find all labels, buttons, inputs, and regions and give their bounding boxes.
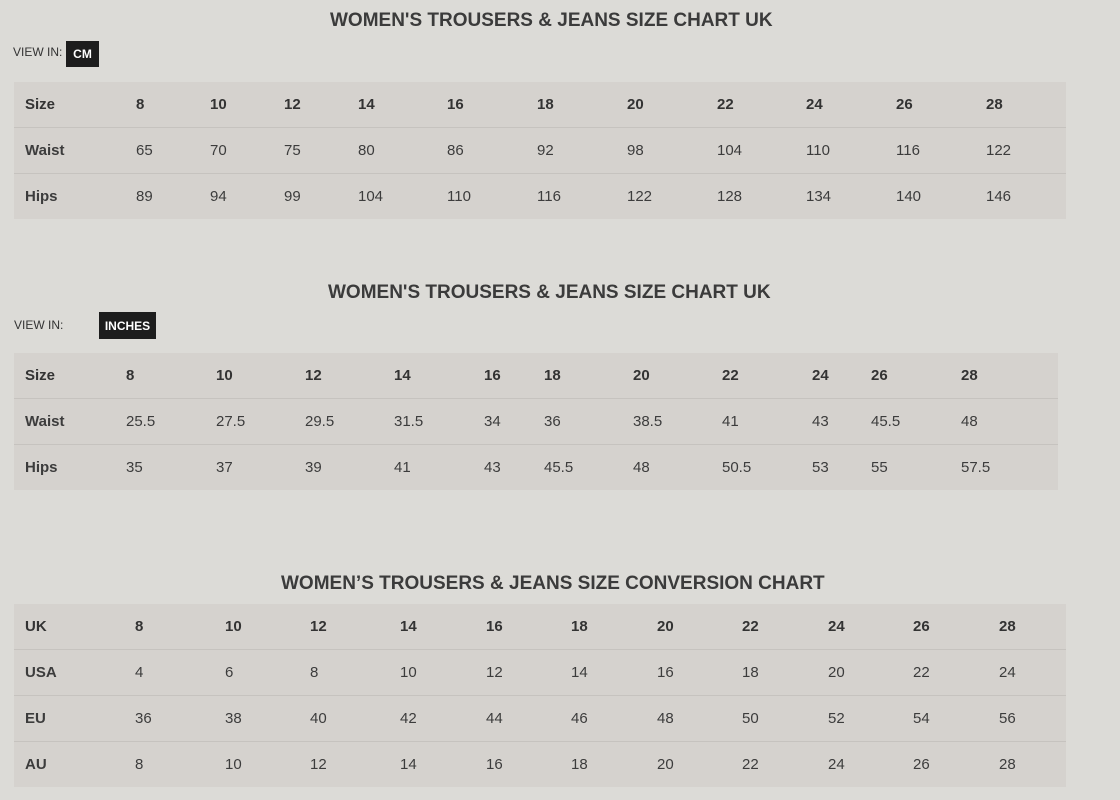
table-cell: 28 [999, 618, 1016, 635]
table-cell: 122 [627, 174, 717, 220]
table-cell: 26 [913, 742, 999, 788]
table-cell: 44 [486, 696, 571, 742]
table-row [14, 353, 1058, 399]
table-cell: 28 [961, 367, 978, 384]
table-cell: 20 [633, 367, 650, 384]
table-cell: 8 [135, 742, 225, 788]
row-label: Size [25, 96, 56, 113]
table-cell: 45.5 [544, 445, 633, 491]
table-cell: 14 [358, 96, 375, 113]
table-cell: 12 [310, 742, 400, 788]
table-cell: 48 [961, 399, 1058, 445]
table-cell: 38.5 [633, 399, 722, 445]
table-row [14, 742, 1066, 788]
table-cell: 35 [126, 445, 216, 491]
table-cell: 22 [717, 96, 734, 113]
table-cell: 116 [896, 128, 986, 174]
table-cell: 22 [913, 650, 999, 696]
table-cell: 16 [486, 742, 571, 788]
table-row [14, 650, 1066, 696]
table-cell: 34 [484, 399, 544, 445]
table-cell: 10 [225, 618, 242, 635]
table-cell: 8 [136, 96, 145, 113]
table-cell: 24 [828, 618, 845, 635]
conversion-chart-title: WOMEN’S TROUSERS & JEANS SIZE CONVERSION CHART [281, 573, 825, 594]
table-cell: 104 [717, 128, 806, 174]
table-cell: 10 [225, 742, 310, 788]
size-chart-cm-title: WOMEN'S TROUSERS & JEANS SIZE CHART UK [330, 10, 773, 31]
table-cell: 24 [999, 650, 1066, 696]
size-chart-inches-title: WOMEN'S TROUSERS & JEANS SIZE CHART UK [328, 282, 771, 303]
table-cell: 48 [657, 696, 742, 742]
table-cell: 8 [310, 650, 400, 696]
table-cell: 70 [210, 128, 284, 174]
table-row [14, 82, 1066, 128]
table-cell: 146 [986, 174, 1066, 220]
table-cell: 18 [544, 367, 561, 384]
table-row [14, 445, 1058, 491]
table-cell: 110 [806, 128, 896, 174]
table-cell: 38 [225, 696, 310, 742]
row-label: Waist [14, 399, 126, 445]
table-cell: 26 [896, 96, 913, 113]
table-cell: 24 [828, 742, 913, 788]
table-cell: 14 [400, 618, 417, 635]
view-in-label-inches: VIEW IN: [14, 318, 64, 332]
row-label: Hips [14, 445, 126, 491]
table-row [14, 696, 1066, 742]
table-cell: 134 [806, 174, 896, 220]
table-cell: 12 [305, 367, 322, 384]
table-cell: 75 [284, 128, 358, 174]
table-cell: 18 [742, 650, 828, 696]
size-table-inches [14, 353, 1058, 490]
table-cell: 16 [484, 367, 501, 384]
table-row [14, 604, 1066, 650]
table-cell: 41 [394, 445, 484, 491]
table-cell: 31.5 [394, 399, 484, 445]
table-cell: 99 [284, 174, 358, 220]
table-row [14, 128, 1066, 174]
table-cell: 56 [999, 696, 1066, 742]
table-cell: 104 [358, 174, 447, 220]
table-cell: 98 [627, 128, 717, 174]
table-cell: 29.5 [305, 399, 394, 445]
row-label: AU [14, 742, 135, 788]
table-cell: 22 [742, 742, 828, 788]
table-cell: 46 [571, 696, 657, 742]
table-cell: 6 [225, 650, 310, 696]
table-cell: 36 [135, 696, 225, 742]
table-row [14, 399, 1058, 445]
table-cell: 20 [828, 650, 913, 696]
table-cell: 26 [871, 367, 888, 384]
row-label: Waist [14, 128, 136, 174]
table-cell: 110 [447, 174, 537, 220]
table-cell: 43 [484, 445, 544, 491]
table-cell: 89 [136, 174, 210, 220]
table-cell: 12 [310, 618, 327, 635]
table-cell: 10 [216, 367, 233, 384]
table-cell: 116 [537, 174, 627, 220]
row-label: Size [25, 367, 56, 384]
table-cell: 4 [135, 650, 225, 696]
table-cell: 12 [486, 650, 571, 696]
table-cell: 54 [913, 696, 999, 742]
table-cell: 86 [447, 128, 537, 174]
table-cell: 45.5 [871, 399, 961, 445]
table-cell: 55 [871, 445, 961, 491]
table-cell: 14 [571, 650, 657, 696]
table-cell: 25.5 [126, 399, 216, 445]
table-cell: 40 [310, 696, 400, 742]
table-cell: 42 [400, 696, 486, 742]
view-in-label-cm: VIEW IN: [13, 45, 63, 59]
table-cell: 20 [657, 742, 742, 788]
table-cell: 50.5 [722, 445, 812, 491]
table-cell: 10 [210, 96, 227, 113]
row-label: Hips [14, 174, 136, 220]
table-cell: 140 [896, 174, 986, 220]
table-cell: 128 [717, 174, 806, 220]
table-cell: 8 [135, 618, 144, 635]
table-cell: 48 [633, 445, 722, 491]
table-cell: 18 [537, 96, 554, 113]
table-cell: 20 [657, 618, 674, 635]
table-cell: 22 [742, 618, 759, 635]
size-table-cm [14, 82, 1066, 219]
table-cell: 10 [400, 650, 486, 696]
table-cell: 28 [999, 742, 1066, 788]
table-cell: 24 [806, 96, 823, 113]
row-label: UK [25, 618, 47, 635]
table-cell: 43 [812, 399, 871, 445]
table-cell: 22 [722, 367, 739, 384]
size-conversion-table [14, 604, 1066, 787]
table-cell: 20 [627, 96, 644, 113]
table-cell: 28 [986, 96, 1003, 113]
table-cell: 57.5 [961, 445, 1058, 491]
table-cell: 16 [657, 650, 742, 696]
row-label: EU [14, 696, 135, 742]
unit-inches-button[interactable]: INCHES [99, 312, 156, 339]
table-cell: 27.5 [216, 399, 305, 445]
table-cell: 16 [447, 96, 464, 113]
table-cell: 41 [722, 399, 812, 445]
table-cell: 65 [136, 128, 210, 174]
table-cell: 8 [126, 367, 135, 384]
table-cell: 50 [742, 696, 828, 742]
row-label: USA [14, 650, 135, 696]
table-cell: 36 [544, 399, 633, 445]
table-cell: 52 [828, 696, 913, 742]
table-cell: 12 [284, 96, 301, 113]
table-row [14, 174, 1066, 220]
table-cell: 122 [986, 128, 1066, 174]
unit-cm-button[interactable]: CM [66, 41, 99, 67]
table-cell: 92 [537, 128, 627, 174]
table-cell: 16 [486, 618, 503, 635]
table-cell: 18 [571, 742, 657, 788]
table-cell: 53 [812, 445, 871, 491]
table-cell: 94 [210, 174, 284, 220]
table-cell: 80 [358, 128, 447, 174]
table-cell: 14 [400, 742, 486, 788]
table-cell: 39 [305, 445, 394, 491]
table-cell: 18 [571, 618, 588, 635]
table-cell: 14 [394, 367, 411, 384]
table-cell: 26 [913, 618, 930, 635]
table-cell: 24 [812, 367, 829, 384]
table-cell: 37 [216, 445, 305, 491]
